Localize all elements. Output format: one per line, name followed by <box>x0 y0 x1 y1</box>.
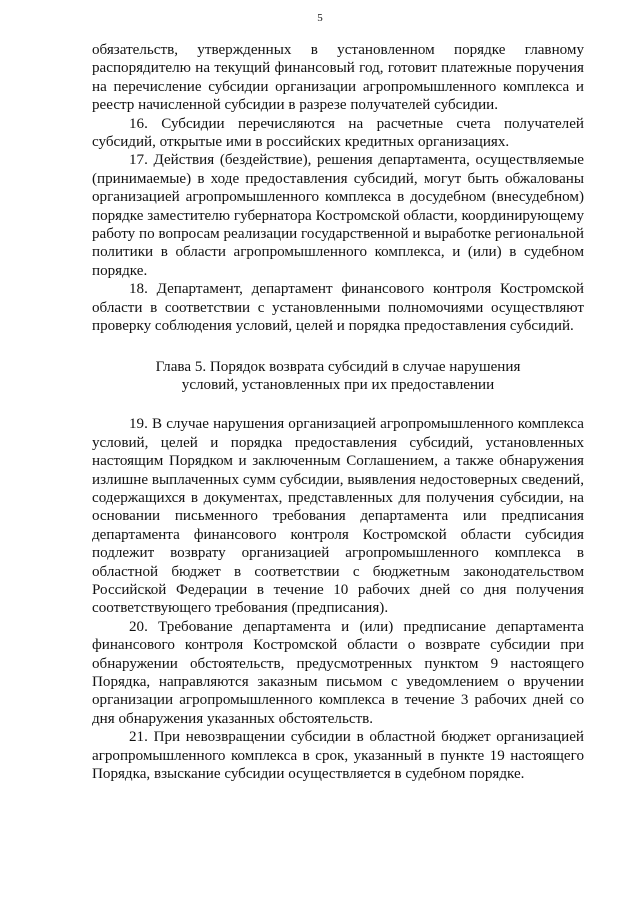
paragraph-20: 20. Требование департамента и (или) предписание департамента финансового контроля Костромской области о возврате субсидии при обнаружении обстоятельств, предусмотренных пунктом 9 настоящего Порядка, направляются заказным письмом с уведомлением о вручении организации агропромышленного комплекса в течение 3 рабочих дней со дня обнаружения указанных обстоятельств. <box>92 618 584 727</box>
paragraph-16: 16. Субсидии перечисляются на расчетные счета получателей субсидий, открытые ими в российских кредитных организациях. <box>92 115 584 151</box>
document-body <box>92 41 584 783</box>
chapter-heading-line-2: условий, установленных при их предоставлении <box>181 376 495 393</box>
chapter-heading-line-1: Глава 5. Порядок возврата субсидий в случае нарушения <box>155 358 521 375</box>
paragraphs-bottom <box>92 415 584 783</box>
paragraph-19: 19. В случае нарушения организацией агропромышленного комплекса условий, целей и порядка предоставления субсидий, установленных настоящим Порядком и заключенным Соглашением, а также обнаружения излишне выплаченных сумм субсидии, выявления недостоверных сведений, содержащихся в документах, представленных для получения субсидии, на основании письменного требования департамента или предписания департамента финансового контроля Костромской области субсидия подлежит возврату организацией агропромышленного комплекса в областной бюджет в соответствии с бюджетным законодательством Российской Федерации в течение 10 рабочих дней со дня получения соответствующего требования (предписания). <box>92 416 584 617</box>
page-number: 5 <box>317 12 323 24</box>
chapter-heading <box>92 358 584 395</box>
paragraph-21: 21. При невозвращении субсидии в областной бюджет организацией агропромышленного комплекса в срок, указанный в пункте 19 настоящего Порядка, взыскание субсидии осуществляется в судебном порядке. <box>92 729 584 783</box>
paragraph-continuation: обязательств, утвержденных в установленном порядке главному распорядителю на текущий финансовый год, готовит платежные поручения на перечисление субсидии организации агропромышленного комплекса и реестр начисленной субсидии в разрезе получателей субсидии. <box>92 42 584 114</box>
paragraph-17: 17. Действия (бездействие), решения департамента, осуществляемые (принимаемые) в ходе предоставления субсидий, могут быть обжалованы организацией агропромышленного комплекса в досудебном (внесудебном) порядке заместителю губернатора Костромской области, координирующему работу по вопросам реализации государственной и выработке региональной политики в области агропромышленного комплекса, и (или) в судебном порядке. <box>92 152 584 279</box>
paragraphs-top <box>92 41 584 336</box>
paragraph-18: 18. Департамент, департамент финансового контроля Костромской области в соответствии с установленными полномочиями осуществляют проверку соблюдения условий, целей и порядка предоставления субсидий. <box>92 281 584 335</box>
